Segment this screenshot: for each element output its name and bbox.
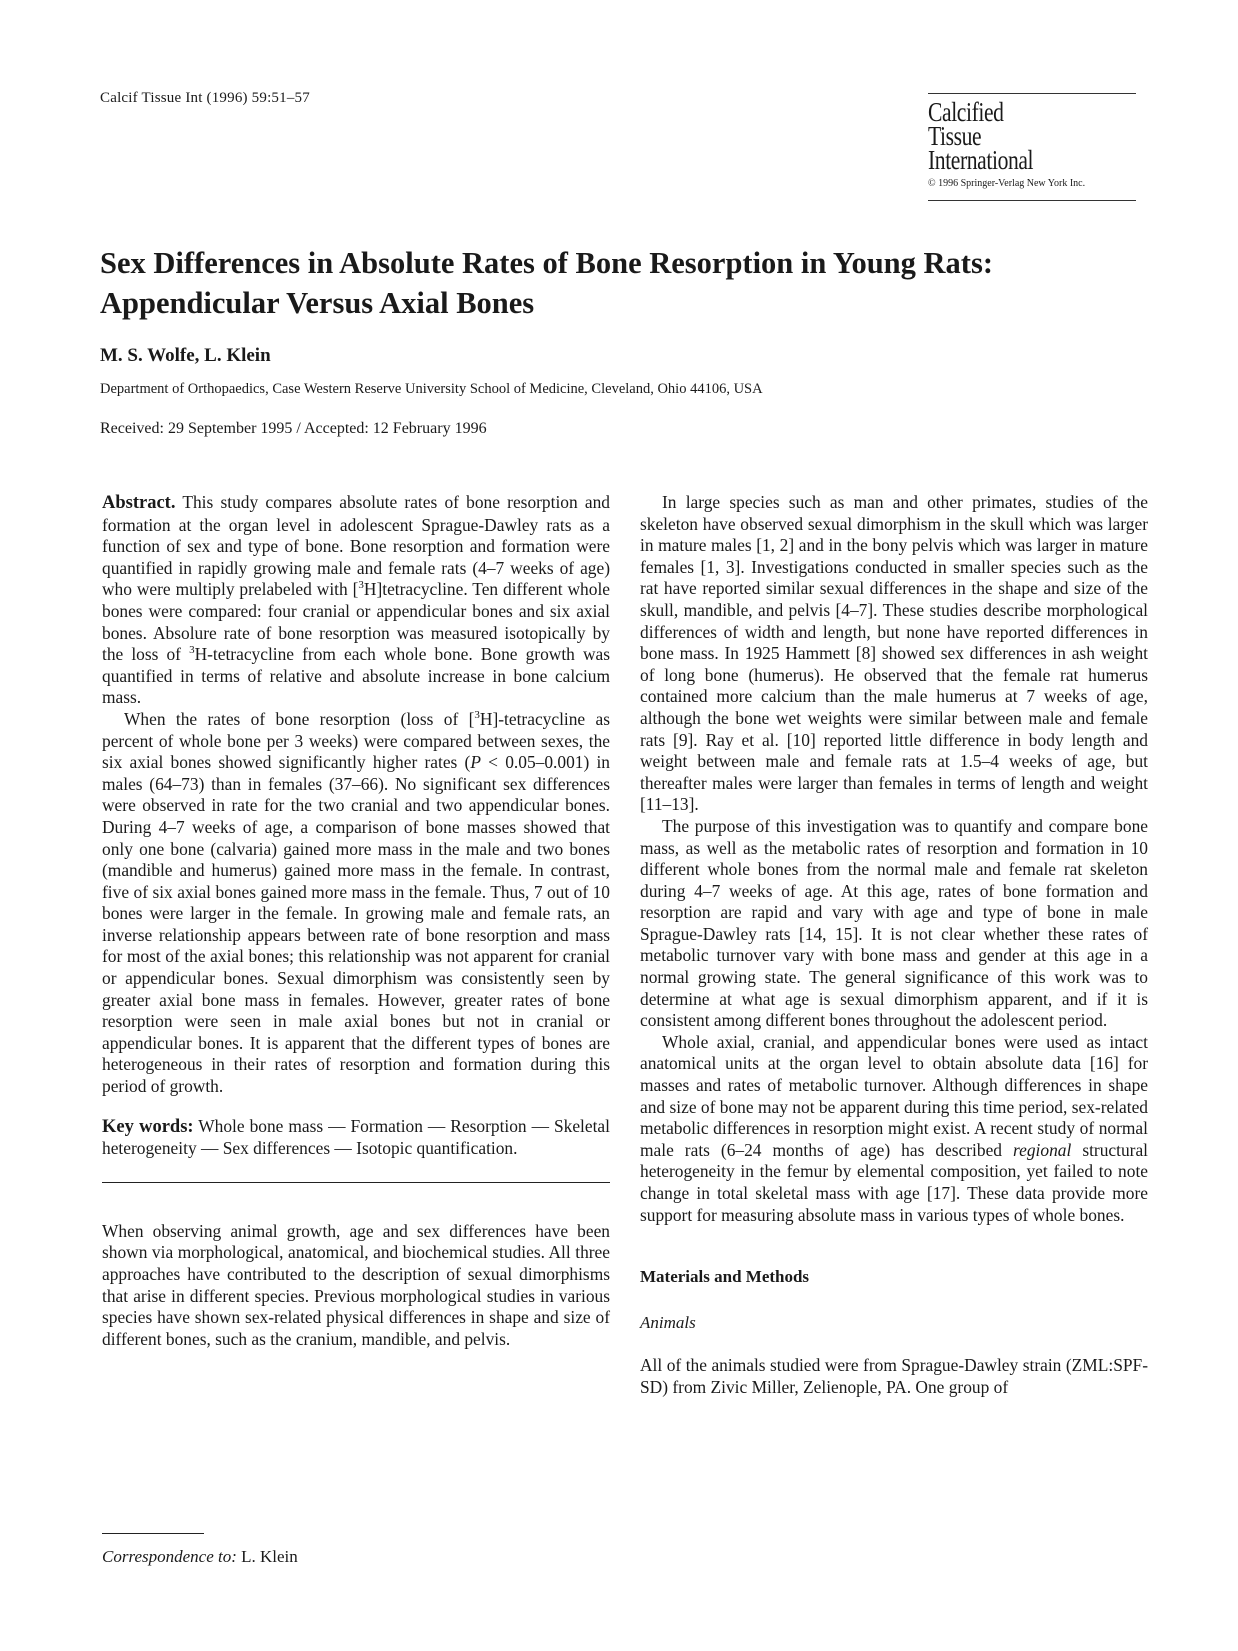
- keywords-label: Key words:: [102, 1116, 194, 1137]
- logo-top-rule: [928, 93, 1136, 94]
- abstract-sup-3: 3: [474, 709, 480, 722]
- received-accepted-dates: Received: 29 September 1995 / Accepted: 12 February 1996: [100, 420, 487, 437]
- keywords: [102, 1116, 610, 1160]
- right-column: [640, 492, 1148, 1399]
- methods-paragraph-1: All of the animals studied were from Sprague-Dawley strain (ZML:SPF-SD) from Zivic Miller, Zelienople, PA. One group of: [640, 1355, 1148, 1397]
- correspondence-footnote: [102, 1547, 298, 1567]
- copyright-notice: © 1996 Springer-Verlag New York Inc.: [928, 178, 1086, 189]
- logo-line-2: Tissue: [928, 121, 982, 151]
- abstract-text-1c: H-tetracycline from each whole bone. Bone growth was quantified in terms of relative and absolute increase in bone calcium mass.: [102, 644, 611, 708]
- logo-line-1: Calcified: [928, 97, 1004, 127]
- intro-paragraph-3: The purpose of this investigation was to quantify and compare bone mass, as well as the metabolic rates of resorption and formation in 10 different whole bones from the normal male and female rat skeleton during 4–7 weeks of age. At this age, rates of bone formation and resorption are rapid and vary with age and type of bone in male Sprague-Dawley rats [14, 15]. It is not clear whether these rates of metabolic turnover vary with bone mass and gender at this age in a normal growing state. The general significance of this work was to determine at what age is sexual dimorphism apparent, and if it is consistent among different bones throughout the adolescent period.: [640, 815, 1148, 1031]
- abstract-text-2b: H]-tetracycline as percent of whole bone per 3 weeks) were compared between sexes, the six axial bones showed significantly higher rates (: [102, 708, 610, 773]
- abstract-sup-2: 3: [189, 644, 195, 657]
- authors: M. S. Wolfe, L. Klein: [100, 345, 271, 366]
- intro-paragraph-4: [640, 1032, 1148, 1226]
- abstract-p-symbol: P: [470, 752, 481, 773]
- footnote-rule: [102, 1533, 204, 1534]
- abstract-text-2a: When the rates of bone resorption (loss of [: [124, 708, 475, 729]
- journal-citation: Calcif Tissue Int (1996) 59:51–57: [100, 90, 310, 106]
- article-title: Sex Differences in Absolute Rates of Bone Resorption in Young Rats: Appendicular Versus Axial Bones: [100, 246, 993, 320]
- affiliation: Department of Orthopaedics, Case Western Reserve University School of Medicine, Cleveland, Ohio 44106, USA: [100, 381, 763, 397]
- section-divider: [102, 1182, 610, 1183]
- keywords-text: Whole bone mass — Formation — Resorption — Skeletal heterogeneity — Sex differences — Isotopic quantification.: [102, 1115, 610, 1159]
- intro-paragraph-1: When observing animal growth, age and sex differences have been shown via morphological, anatomical, and biochemical studies. All three approaches have contributed to the description of sexual dimorphisms that arise in different species. Previous morphological studies in various species have shown sex-related physical differences in shape and size of different bones, such as the cranium, mandible, and pelvis.: [102, 1220, 610, 1349]
- intro-text-4a: Whole axial, cranial, and appendicular bones were used as intact anatomical units at the organ level to obtain absolute data [16] for masses and rates of metabolic turnover. Although differences in shape and size of bone may not be apparent during this time period, sex-related metabolic differences in resorption might exist. A recent study of normal male rats (6–24 months of age) has described: [640, 1031, 1148, 1160]
- intro-text-4b: structural heterogeneity in the femur by elemental composition, yet failed to note change in total skeletal mass with age [17]. These data provide more support for measuring absolute mass in various types of whole bones.: [640, 1139, 1148, 1225]
- animals-subheading: Animals: [640, 1312, 696, 1332]
- abstract-paragraph-1: [102, 492, 610, 709]
- abstract-paragraph-2: [102, 709, 610, 1098]
- correspondence-label: Correspondence to:: [102, 1547, 237, 1566]
- methods-heading: Materials and Methods: [640, 1267, 810, 1287]
- abstract-label: Abstract.: [102, 493, 176, 513]
- journal-logo: [928, 97, 1138, 189]
- intro-paragraph-2: In large species such as man and other primates, studies of the skeleton have observed sexual dimorphism in the skull which was larger in mature males [1, 2] and in the bony pelvis which was larger in mature females [1, 3]. Investigations conducted in smaller species such as the rat have reported similar sexual differences in the shape and size of the skull, mandible, and pelvis [4–7]. These studies describe morphological differences of width and length, but none have reported differences in bone mass. In 1925 Hammett [8] showed sex differences in ash weight of long bone (humerus). He observed that the female rat humerus contained more calcium than the male humerus at 7 weeks of age, although the bone wet weights were similar between male and female rats [9]. Ray et al. [10] reported little difference in body length and weight between male and female rats at 1.5–4 weeks of age, but thereafter males were larger than females in terms of length and weight [11–13].: [640, 492, 1148, 815]
- abstract-text-2c: < 0.05–0.001) in males (64–73) than in females (37–66). No significant sex differences were observed in rate for the two cranial and two appendicular bones. During 4–7 weeks of age, a comparison of bone masses showed that only one bone (calvaria) gained more mass in the male and two bones (mandible and humerus) gained more mass in the female. In contrast, five of six axial bones gained more mass in the female. Thus, 7 out of 10 bones were larger in the female. In growing male and female rats, an inverse relationship appears between rate of bone resorption and mass for most of the axial bones; this relationship was not apparent for cranial or appendicular bones. Sexual dimorphism was consistently seen by greater axial bone mass in females. However, greater rates of bone resorption were seen in male axial bones but not in cranial or appendicular bones. It is apparent that the different types of bones are heterogeneous in their rates of resorption and formation during this period of growth.: [102, 752, 610, 1097]
- abstract-text-1b: H]tetracycline. Ten different whole bones were compared: four cranial or appendicular bones and six axial bones. Absolure rate of bone resorption was measured isotopically by the loss of: [102, 579, 610, 665]
- left-column: [102, 492, 610, 1350]
- correspondence-name: L. Klein: [236, 1547, 298, 1566]
- logo-bottom-rule: [928, 200, 1136, 201]
- abstract-text-1a: This study compares absolute rates of bone resorption and formation at the organ level in adolescent Sprague-Dawley rats as a function of sex and type of bone. Bone resorption and formation were quantified in rapidly growing male and female rats (4–7 weeks of age) who were multiply prelabeled with [: [102, 492, 610, 600]
- abstract-sup-1: 3: [358, 579, 364, 592]
- logo-line-3: International: [928, 145, 1034, 175]
- intro-italic-regional: regional: [1013, 1139, 1072, 1160]
